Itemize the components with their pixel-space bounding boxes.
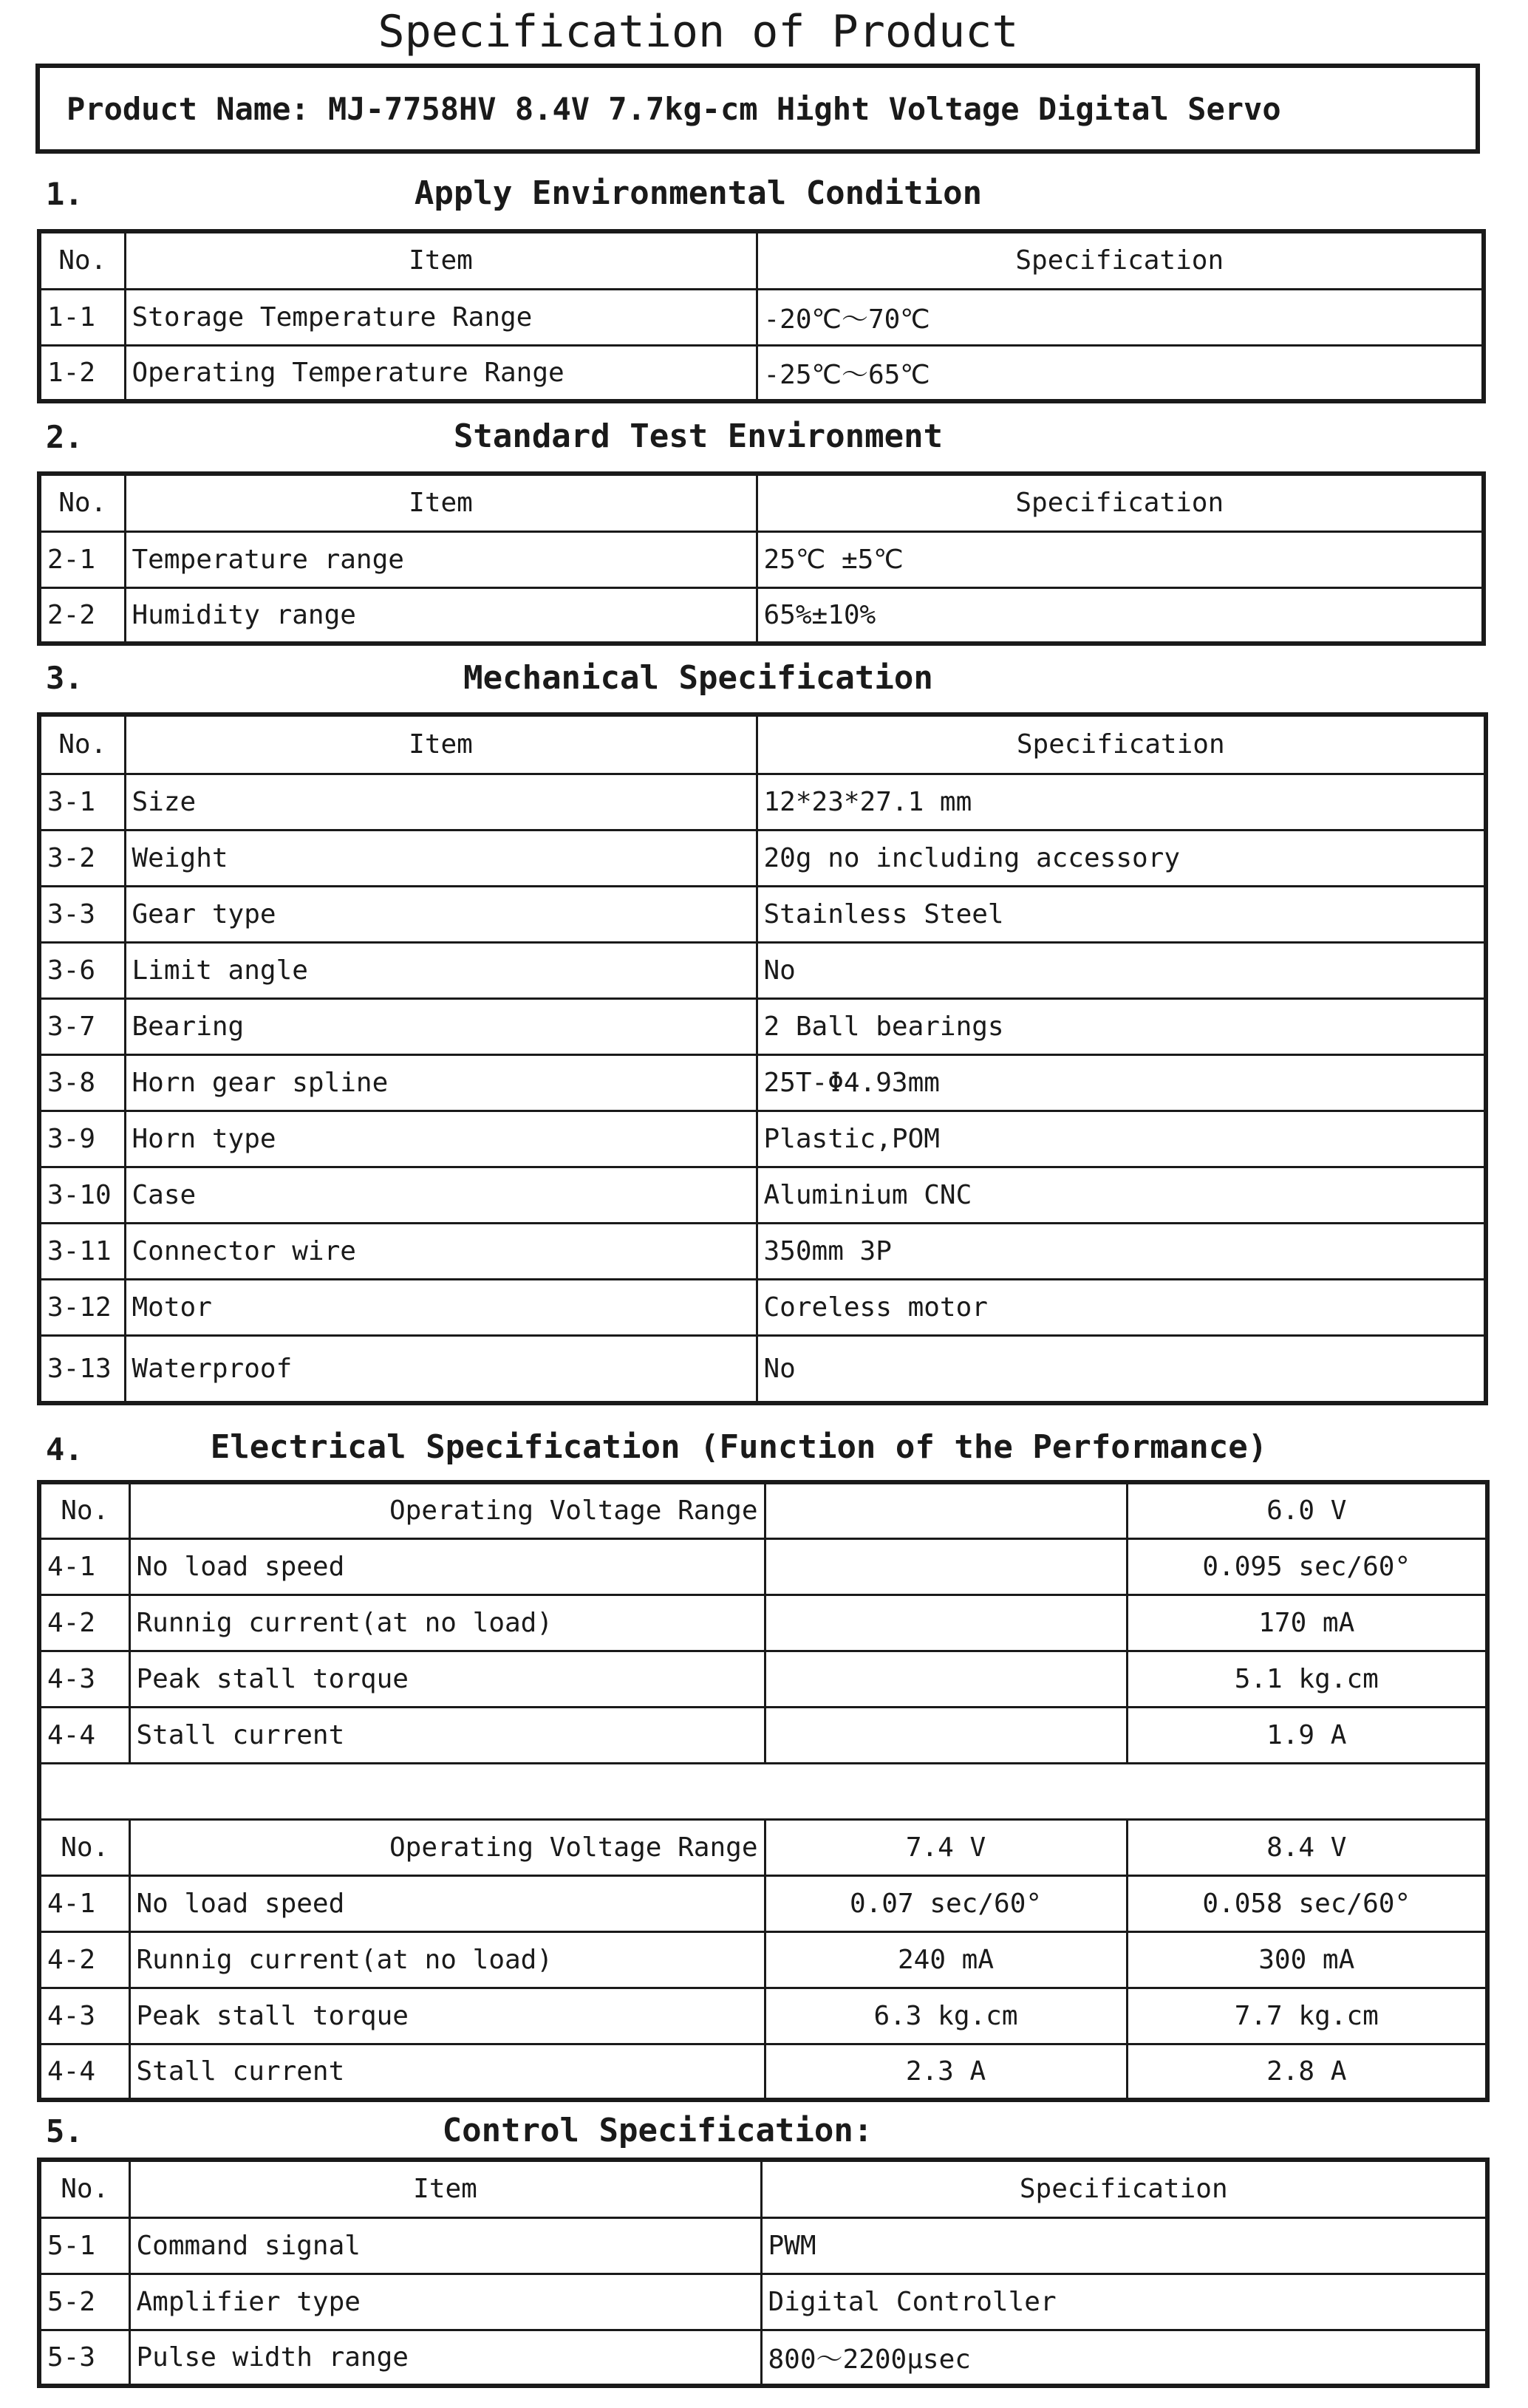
- row-item: Command signal: [129, 2217, 761, 2274]
- row-value-2: 0.095 sec/60°: [1127, 1538, 1487, 1594]
- row-no: 3-3: [39, 886, 125, 942]
- table-row: [39, 1223, 1486, 1279]
- section-3-title: Mechanical Specification: [463, 659, 933, 697]
- row-value-2: 300 mA: [1127, 1931, 1487, 1988]
- spacer-cell: [39, 1763, 1487, 1819]
- row-spec: -25℃～65℃: [757, 345, 1484, 401]
- row-item: Runnig current(at no load): [129, 1594, 765, 1651]
- table-row: [39, 1054, 1486, 1111]
- row-spec: 800～2200μsec: [761, 2330, 1487, 2386]
- header-item: Item: [125, 714, 757, 774]
- row-spec: Digital Controller: [761, 2274, 1487, 2330]
- row-spec: No: [757, 1335, 1486, 1403]
- section-2-title: Standard Test Environment: [453, 417, 944, 455]
- row-spec: No: [757, 942, 1486, 998]
- row-item: Stall current: [129, 1707, 765, 1763]
- row-no: 3-1: [39, 774, 125, 830]
- row-value-1: 240 mA: [765, 1931, 1127, 1988]
- row-value-1: [765, 1538, 1127, 1594]
- table-row: [39, 1988, 1487, 2044]
- row-spec: 65%±10%: [757, 587, 1484, 644]
- row-no: 2-1: [39, 531, 125, 587]
- control-specification-table: [37, 2158, 1490, 2388]
- page-title: Specification of Product: [378, 6, 1019, 58]
- table-row: [39, 2217, 1487, 2274]
- row-item: Amplifier type: [129, 2274, 761, 2330]
- row-item: Temperature range: [125, 531, 757, 587]
- header-voltage-blank: [765, 1482, 1127, 1538]
- table-row: [39, 1538, 1487, 1594]
- mechanical-specification-table: [37, 712, 1488, 1405]
- test-environment-table: [37, 471, 1486, 646]
- row-spec: PWM: [761, 2217, 1487, 2274]
- table-row: [39, 1875, 1487, 1931]
- table-spacer-row: [39, 1763, 1487, 1819]
- row-no: 1-1: [39, 289, 125, 345]
- header-no: No.: [39, 1482, 129, 1538]
- table-row: [39, 1167, 1486, 1223]
- table-row: [39, 942, 1486, 998]
- row-item: Bearing: [125, 998, 757, 1054]
- row-spec: Coreless motor: [757, 1279, 1486, 1335]
- row-item: No load speed: [129, 1875, 765, 1931]
- header-operating-voltage: Operating Voltage Range: [129, 1482, 765, 1538]
- section-5-title: Control Specification:: [442, 2112, 873, 2149]
- table-row: [39, 830, 1486, 886]
- table-row: [39, 289, 1484, 345]
- header-voltage-7-4v: 7.4 V: [765, 1819, 1127, 1875]
- header-operating-voltage: Operating Voltage Range: [129, 1819, 765, 1875]
- header-voltage-8-4v: 8.4 V: [1127, 1819, 1487, 1875]
- row-value-1: 0.07 sec/60°: [765, 1875, 1127, 1931]
- row-item: Size: [125, 774, 757, 830]
- row-item: Weight: [125, 830, 757, 886]
- row-spec: 25T-Φ4.93mm: [757, 1054, 1486, 1111]
- table-header-row: [39, 474, 1484, 531]
- table-header-row: [39, 2160, 1487, 2217]
- row-item: Storage Temperature Range: [125, 289, 757, 345]
- row-item: Limit angle: [125, 942, 757, 998]
- header-item: Item: [125, 474, 757, 531]
- row-no: 4-1: [39, 1875, 129, 1931]
- row-no: 5-3: [39, 2330, 129, 2386]
- section-2-number: 2.: [46, 419, 83, 455]
- table-row: [39, 531, 1484, 587]
- header-voltage-6v: 6.0 V: [1127, 1482, 1487, 1538]
- row-no: 4-4: [39, 1707, 129, 1763]
- section-1-number: 1.: [46, 176, 83, 212]
- table-row: [39, 2330, 1487, 2386]
- row-item: Connector wire: [125, 1223, 757, 1279]
- section-5-number: 5.: [46, 2113, 83, 2149]
- table-row: [39, 1335, 1486, 1403]
- row-no: 1-2: [39, 345, 125, 401]
- row-no: 4-3: [39, 1651, 129, 1707]
- row-spec: 12*23*27.1 mm: [757, 774, 1486, 830]
- row-no: 3-13: [39, 1335, 125, 1403]
- header-no: No.: [39, 474, 125, 531]
- table-row: [39, 1651, 1487, 1707]
- row-no: 4-2: [39, 1594, 129, 1651]
- row-no: 3-10: [39, 1167, 125, 1223]
- row-spec: 350mm 3P: [757, 1223, 1486, 1279]
- row-item: Peak stall torque: [129, 1988, 765, 2044]
- section-4-title: Electrical Specification (Function of the Performance): [210, 1428, 1268, 1466]
- table-row: [39, 774, 1486, 830]
- row-no: 3-6: [39, 942, 125, 998]
- header-no: No.: [39, 1819, 129, 1875]
- row-no: 3-11: [39, 1223, 125, 1279]
- table-row: [39, 1111, 1486, 1167]
- table-header-row: [39, 1482, 1487, 1538]
- row-value-2: 2.8 A: [1127, 2044, 1487, 2100]
- row-no: 4-1: [39, 1538, 129, 1594]
- header-no: No.: [39, 231, 125, 289]
- table-row: [39, 998, 1486, 1054]
- row-value-2: 1.9 A: [1127, 1707, 1487, 1763]
- header-no: No.: [39, 714, 125, 774]
- header-specification: Specification: [761, 2160, 1487, 2217]
- header-item: Item: [125, 231, 757, 289]
- row-no: 3-12: [39, 1279, 125, 1335]
- row-item: Motor: [125, 1279, 757, 1335]
- row-spec: Aluminium CNC: [757, 1167, 1486, 1223]
- section-1-title: Apply Environmental Condition: [414, 174, 983, 212]
- row-no: 3-8: [39, 1054, 125, 1111]
- row-item: Stall current: [129, 2044, 765, 2100]
- table-row: [39, 2274, 1487, 2330]
- row-item: No load speed: [129, 1538, 765, 1594]
- row-spec: 2 Ball bearings: [757, 998, 1486, 1054]
- header-specification: Specification: [757, 714, 1486, 774]
- table-header-row: [39, 231, 1484, 289]
- table-row: [39, 2044, 1487, 2100]
- table-row: [39, 886, 1486, 942]
- row-item: Horn gear spline: [125, 1054, 757, 1111]
- row-item: Gear type: [125, 886, 757, 942]
- table-row: [39, 1931, 1487, 1988]
- table-row: [39, 1707, 1487, 1763]
- row-spec: Stainless Steel: [757, 886, 1486, 942]
- row-item: Waterproof: [125, 1335, 757, 1403]
- row-no: 4-3: [39, 1988, 129, 2044]
- row-value-1: [765, 1651, 1127, 1707]
- section-4-number: 4.: [46, 1431, 83, 1467]
- row-value-2: 5.1 kg.cm: [1127, 1651, 1487, 1707]
- row-no: 4-4: [39, 2044, 129, 2100]
- row-no: 2-2: [39, 587, 125, 644]
- row-spec: -20℃～70℃: [757, 289, 1484, 345]
- row-spec: 20g no including accessory: [757, 830, 1486, 886]
- row-item: Peak stall torque: [129, 1651, 765, 1707]
- row-spec: Plastic,POM: [757, 1111, 1486, 1167]
- row-no: 5-2: [39, 2274, 129, 2330]
- row-spec: 25℃ ±5℃: [757, 531, 1484, 587]
- row-item: Runnig current(at no load): [129, 1931, 765, 1988]
- product-name-box: [35, 64, 1480, 154]
- row-item: Horn type: [125, 1111, 757, 1167]
- table-row: [39, 1279, 1486, 1335]
- row-no: 3-7: [39, 998, 125, 1054]
- header-item: Item: [129, 2160, 761, 2217]
- row-item: Operating Temperature Range: [125, 345, 757, 401]
- row-no: 3-9: [39, 1111, 125, 1167]
- header-no: No.: [39, 2160, 129, 2217]
- row-item: Case: [125, 1167, 757, 1223]
- row-item: Pulse width range: [129, 2330, 761, 2386]
- row-value-1: [765, 1594, 1127, 1651]
- table-row: [39, 345, 1484, 401]
- row-no: 4-2: [39, 1931, 129, 1988]
- row-value-1: 6.3 kg.cm: [765, 1988, 1127, 2044]
- table-row: [39, 1594, 1487, 1651]
- environmental-condition-table: [37, 229, 1486, 403]
- row-no: 3-2: [39, 830, 125, 886]
- electrical-specification-table: [37, 1480, 1490, 2102]
- table-row: [39, 587, 1484, 644]
- table-header-row: [39, 714, 1486, 774]
- row-value-2: 0.058 sec/60°: [1127, 1875, 1487, 1931]
- header-specification: Specification: [757, 231, 1484, 289]
- row-value-1: [765, 1707, 1127, 1763]
- row-item: Humidity range: [125, 587, 757, 644]
- row-value-1: 2.3 A: [765, 2044, 1127, 2100]
- table-header-row: [39, 1819, 1487, 1875]
- section-3-number: 3.: [46, 660, 83, 696]
- product-name: Product Name: MJ-7758HV 8.4V 7.7kg-cm Hight Voltage Digital Servo: [66, 90, 1281, 127]
- header-specification: Specification: [757, 474, 1484, 531]
- row-no: 5-1: [39, 2217, 129, 2274]
- row-value-2: 7.7 kg.cm: [1127, 1988, 1487, 2044]
- row-value-2: 170 mA: [1127, 1594, 1487, 1651]
